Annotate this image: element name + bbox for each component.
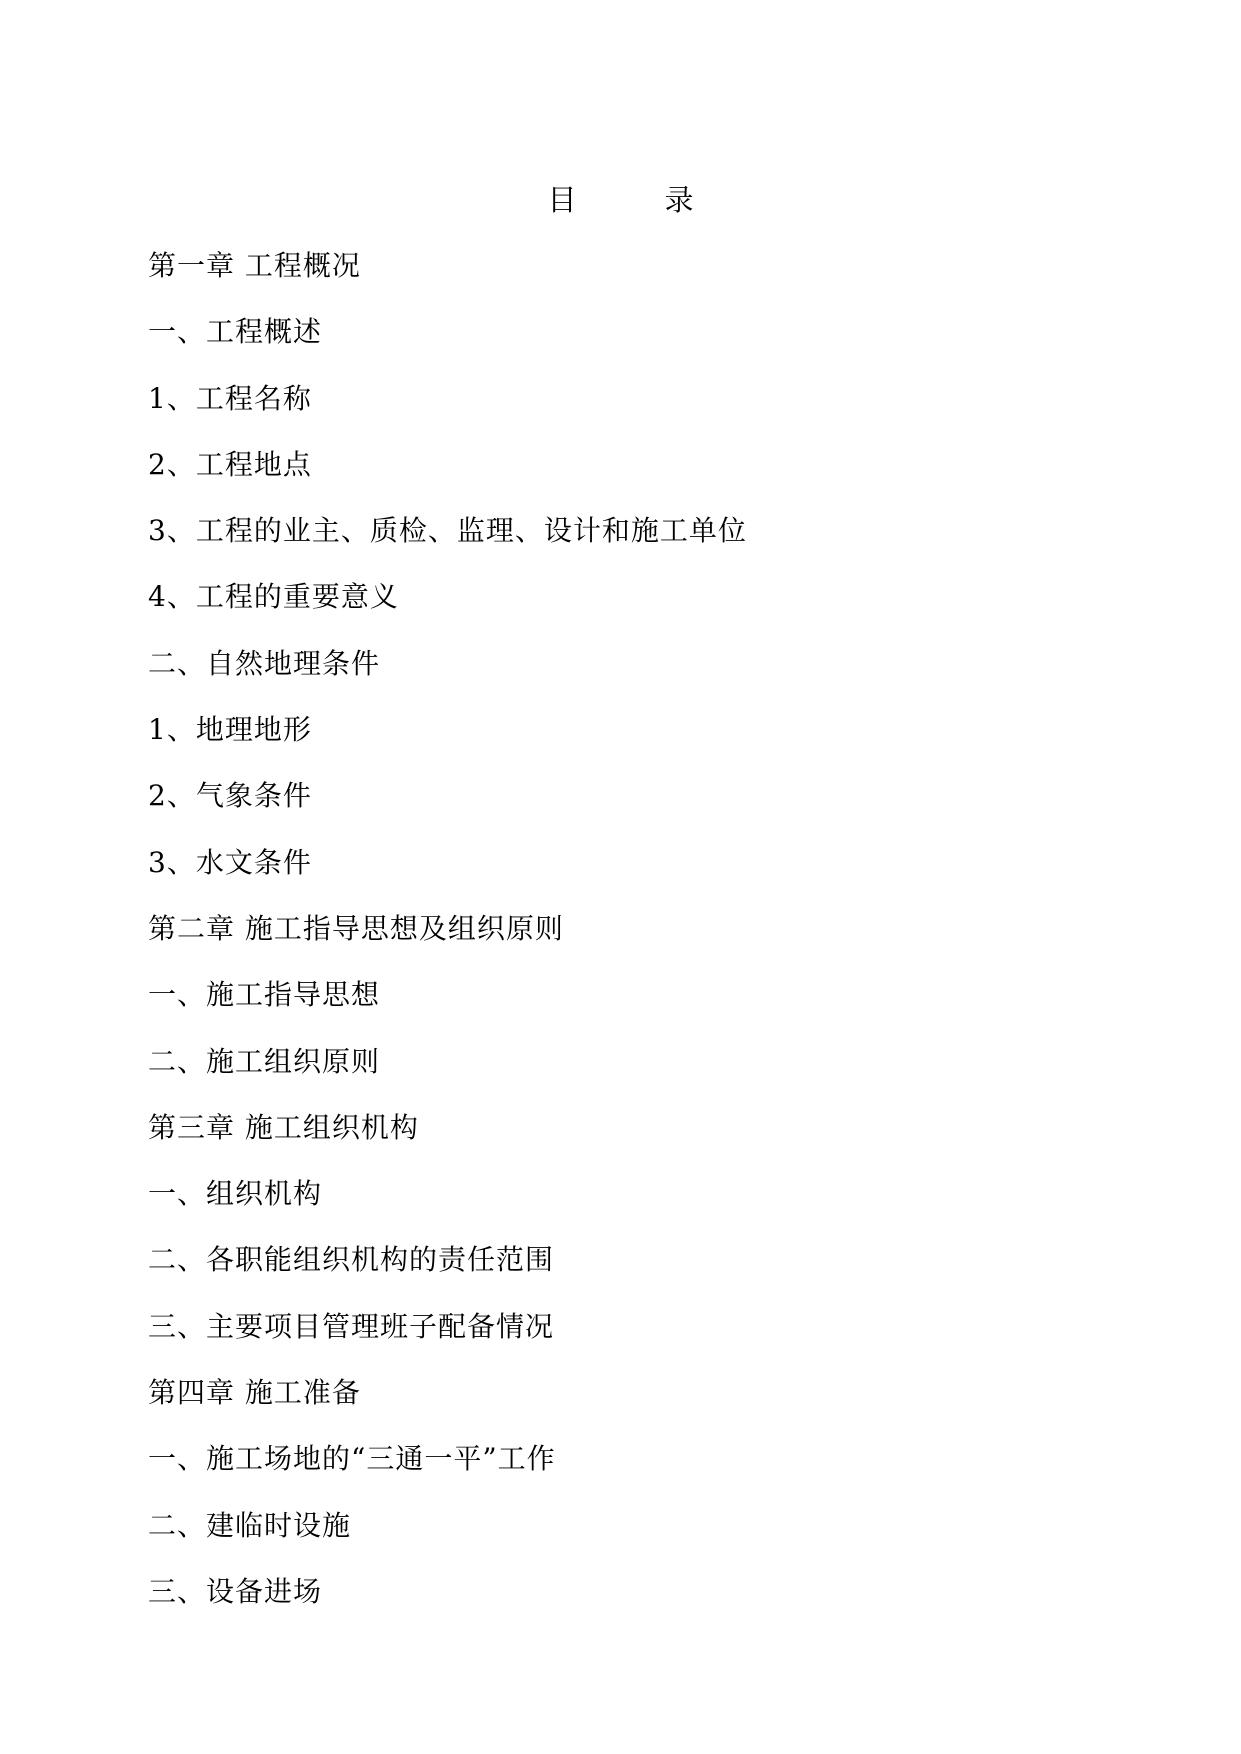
toc-item[interactable]: 一、工程概述 — [148, 315, 323, 349]
toc-item[interactable]: 一、施工场地的“三通一平”工作 — [148, 1442, 556, 1476]
toc-item-chapter-2[interactable]: 第二章 施工指导思想及组织原则 — [148, 911, 564, 945]
toc-item[interactable]: 3、工程的业主、质检、监理、设计和施工单位 — [148, 514, 747, 548]
toc-title — [0, 178, 1241, 222]
toc-item[interactable]: 1、地理地形 — [148, 713, 312, 747]
toc-item[interactable]: 4、工程的重要意义 — [148, 580, 399, 614]
toc-item[interactable]: 二、各职能组织机构的责任范围 — [148, 1243, 555, 1277]
toc-item-chapter-3[interactable]: 第三章 施工组织机构 — [148, 1110, 419, 1144]
toc-list — [148, 244, 747, 1636]
toc-item[interactable]: 2、气象条件 — [148, 779, 312, 813]
toc-item[interactable]: 二、建临时设施 — [148, 1508, 352, 1542]
toc-item[interactable]: 二、施工组织原则 — [148, 1044, 381, 1078]
toc-item[interactable]: 2、工程地点 — [148, 447, 312, 481]
toc-item[interactable]: 二、自然地理条件 — [148, 646, 381, 680]
toc-title-char-2: 录 — [664, 183, 694, 217]
toc-item[interactable]: 一、施工指导思想 — [148, 978, 381, 1012]
toc-item[interactable]: 1、工程名称 — [148, 381, 312, 415]
toc-item[interactable]: 三、设备进场 — [148, 1574, 323, 1608]
toc-item[interactable]: 三、主要项目管理班子配备情况 — [148, 1309, 555, 1343]
toc-item-chapter-1[interactable]: 第一章 工程概况 — [148, 249, 361, 282]
toc-item[interactable]: 3、水文条件 — [148, 845, 312, 879]
toc-item-chapter-4[interactable]: 第四章 施工准备 — [148, 1376, 361, 1410]
toc-item[interactable]: 一、组织机构 — [148, 1177, 323, 1211]
toc-title-char-1: 目 — [547, 183, 577, 217]
